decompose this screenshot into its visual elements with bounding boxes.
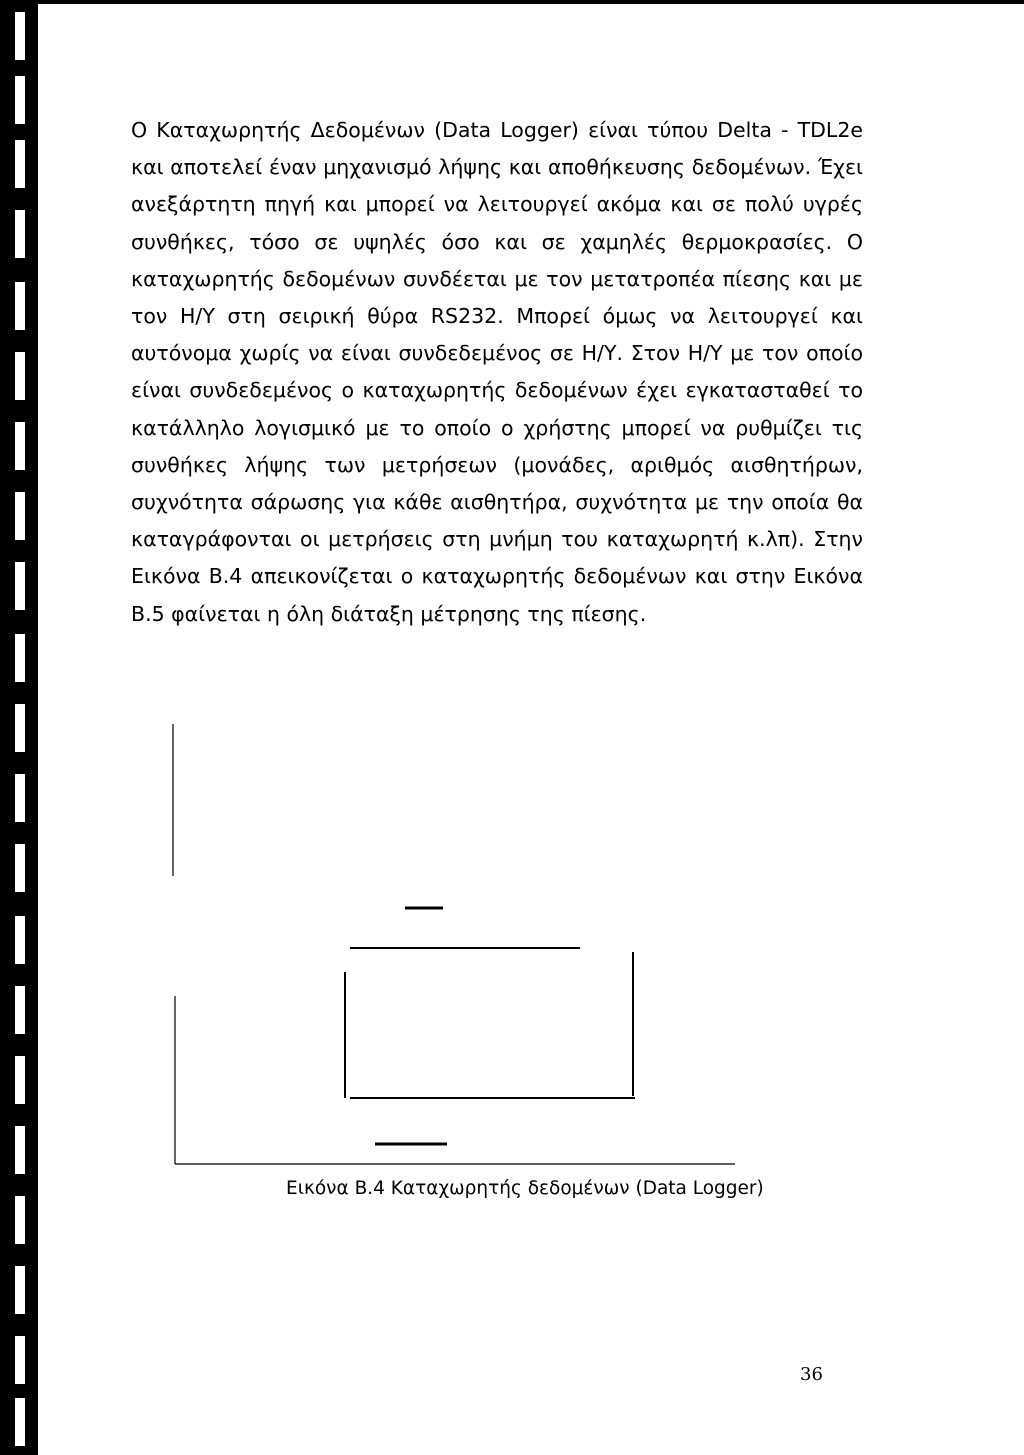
data-logger-photo — [135, 716, 735, 1176]
top-border-line — [38, 0, 1024, 4]
film-strip-border — [6, 0, 32, 1455]
page-number: 36 — [800, 1364, 823, 1385]
body-paragraph: Ο Καταχωρητής Δεδομένων (Data Logger) είναι τύπου Delta - TDL2e και αποτελεί έναν μηχανισμό λήψης και αποθήκευσης δεδομένων. Έχει ανεξάρτητη πηγή και μπορεί να λειτουργεί ακόμα και σε πολύ υγρές συνθήκες, τόσο σε υψηλές όσο και σε χαμηλές θερμοκρασίες. Ο καταχωρητής δεδομένων συνδέεται με τον μετατροπέα πίεσης και με τον Η/Υ στη σειρική θύρα RS232. Μπορεί όμως να λειτουργεί και αυτόνομα χωρίς να είναι συνδεδεμένος σε Η/Υ. Στον Η/Υ με τον οποίο είναι συνδεδεμένος ο καταχωρητής δεδομένων έχει εγκατασταθεί το κατάλληλο λογισμικό με το οποίο ο χρήστης μπορεί να ρυθμίζει τις συνθήκες λήψης των μετρήσεων (μονάδες, αριθμός αισθητήρων, συχνότητα σάρωσης για κάθε αισθητήρα, συχνότητα με την οποία θα καταγράφονται οι μετρήσεις στη μνήμη του καταχωρητή κ.λπ). Στην Εικόνα Β.4 απεικονίζεται ο καταχωρητής δεδομένων και στην Εικόνα Β.5 φαίνεται η όλη διάταξη μέτρησης της πίεσης. — [131, 118, 863, 626]
figure-caption: Εικόνα Β.4 Καταχωρητής δεδομένων (Data Logger) — [286, 1178, 764, 1199]
figure-faded-outline — [135, 716, 735, 1176]
